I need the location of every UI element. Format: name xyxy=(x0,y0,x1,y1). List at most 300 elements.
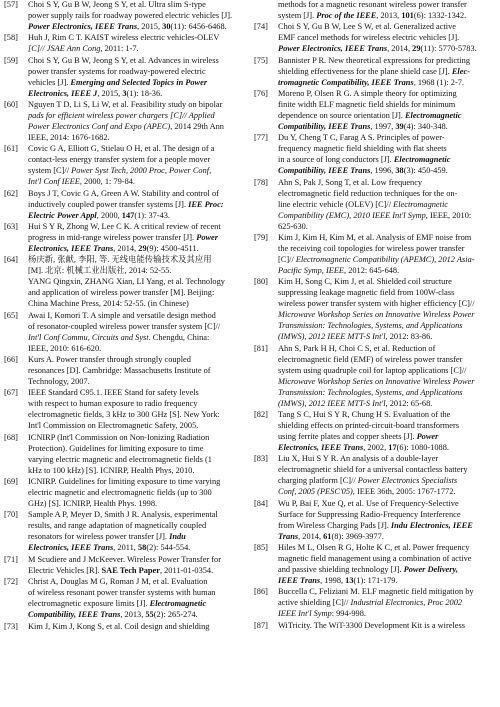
reference-entry xyxy=(254,409,495,453)
reference-segment: , 2014, xyxy=(387,44,413,54)
reference-line xyxy=(278,431,495,442)
reference-segment: Ahn S, Park H H, Choi C S, et al. Reduction of xyxy=(278,343,436,353)
reference-entry xyxy=(254,498,495,542)
reference-emphasis: 147 xyxy=(121,210,135,220)
reference-line xyxy=(278,365,495,376)
reference-line xyxy=(28,66,244,77)
reference-segment: Choi S Y, Gu B W, Lee S W, et al. Generalized active xyxy=(278,22,456,32)
reference-segment: , 2013, xyxy=(120,610,146,620)
reference-segment: system [J]. xyxy=(278,11,317,20)
reference-emphasis: 38 xyxy=(395,166,404,176)
reference-number: [80] xyxy=(254,277,268,287)
reference-line xyxy=(278,77,495,88)
reference-text xyxy=(28,509,244,553)
reference-line xyxy=(28,165,244,176)
reference-segment: magnetic field management using a combination of active xyxy=(278,554,472,564)
reference-line xyxy=(28,509,244,520)
reference-line xyxy=(28,398,244,409)
reference-number: [62] xyxy=(4,188,18,198)
reference-entry xyxy=(4,509,244,553)
reference-line xyxy=(278,232,495,243)
reference-emphasis: Electronics, IEEE J xyxy=(28,88,98,98)
reference-text xyxy=(28,0,244,32)
reference-segment: of resonator-coupled wireless power transfer system [C]// xyxy=(28,321,221,331)
reference-text xyxy=(28,188,244,221)
reference-segment: : 994-998. xyxy=(331,609,366,619)
reference-line xyxy=(278,243,495,254)
reference-number: [65] xyxy=(4,310,18,320)
reference-segment: Choi S Y, Gu B W, Jeong S Y, et al. Ultra slim S-type xyxy=(28,0,206,9)
reference-segment: (1): 171-179. xyxy=(353,576,398,586)
reference-segment: line electric vehicle (OLEV) [C]// xyxy=(278,199,394,209)
reference-entry xyxy=(4,621,244,632)
reference-segment: , 2000, xyxy=(96,210,122,220)
reference-emphasis: Elec- xyxy=(451,66,470,76)
reference-text xyxy=(28,221,244,254)
reference-entry xyxy=(254,620,495,631)
reference-number: [58] xyxy=(4,33,18,43)
reference-line xyxy=(278,376,495,387)
reference-emphasis: Power xyxy=(416,432,439,442)
reference-line xyxy=(278,553,495,564)
reference-line xyxy=(28,10,244,21)
reference-line xyxy=(278,498,495,509)
reference-line xyxy=(278,121,495,132)
reference-segment: M Scudiere and J McKeever. Wireless Power Transfer for xyxy=(28,554,221,564)
reference-text xyxy=(28,354,244,387)
reference-line xyxy=(28,598,244,609)
reference-line xyxy=(28,554,244,565)
reference-emphasis: Microwave Workshop Series on Innovative Wireless Power xyxy=(278,376,475,386)
reference-line xyxy=(278,298,495,309)
reference-entry xyxy=(254,542,495,586)
reference-entry xyxy=(4,387,244,431)
reference-segment: 625-630. xyxy=(278,221,308,231)
reference-number: [72] xyxy=(4,577,18,587)
reference-entry xyxy=(4,221,244,254)
reference-line xyxy=(278,442,495,453)
reference-emphasis: 55 xyxy=(145,610,154,620)
reference-text xyxy=(278,409,495,453)
reference-segment: Christ A, Douglas M G, Roman J M, et al. Evaluation xyxy=(28,577,208,587)
reference-segment: Bannister P R. New theoretical expressions for predicting xyxy=(278,55,471,65)
reference-segment: (11): 5770-5783. xyxy=(420,44,477,54)
reference-emphasis: 13 xyxy=(345,576,354,586)
reference-line xyxy=(28,210,244,221)
reference-line xyxy=(28,310,244,321)
reference-number: [75] xyxy=(254,55,268,65)
reference-emphasis: 58 xyxy=(137,543,147,553)
reference-line xyxy=(278,486,495,497)
reference-segment: Tang S C, Hui S Y R, Chung H S. Evaluation of the xyxy=(278,410,451,420)
reference-line xyxy=(278,343,495,354)
reference-emphasis: Electronics, IEEE Trans xyxy=(28,543,114,553)
reference-text xyxy=(278,88,495,132)
reference-line xyxy=(278,110,495,121)
reference-emphasis: Industrial Electronics, Proc 2002 xyxy=(350,598,463,608)
reference-segment: Kim H, Song C, Kim J, et al. Shielded coil structure xyxy=(278,277,452,287)
reference-emphasis: Electromagnetic xyxy=(404,111,462,121)
reference-segment: , 2013, xyxy=(376,11,402,20)
reference-text xyxy=(278,498,495,542)
reference-emphasis: Int'l Conf Commu, Circuits and Syst xyxy=(28,332,149,342)
reference-segment: IEEE Standard C95.1. IEEE Stand for safety levels xyxy=(28,388,199,398)
reference-line xyxy=(28,298,244,309)
reference-entry xyxy=(254,132,495,176)
reference-number: [59] xyxy=(4,55,18,65)
reference-segment: Hiles M L, Olsen R G, Holte K C, et al. Power frequency xyxy=(278,543,470,553)
reference-line xyxy=(278,177,495,188)
reference-text xyxy=(28,621,244,632)
reference-segment: , 1996, xyxy=(370,166,396,176)
reference-segment: Liu X, Hui S Y R. An analysis of a double-layer xyxy=(278,454,439,464)
reference-emphasis: Pacific Symp, IEEE xyxy=(278,266,345,276)
reference-number: [79] xyxy=(254,233,268,243)
reference-line xyxy=(28,432,244,443)
reference-emphasis: Electromagnetic Compatibility (APEMC), 2012 Asia- xyxy=(295,255,475,265)
reference-line xyxy=(278,188,495,199)
reference-number: [85] xyxy=(254,543,268,553)
reference-line xyxy=(28,265,244,276)
reference-segment: , 2011-01-0354. xyxy=(159,565,214,575)
reference-emphasis: Transmission: Technologies, Systems, and Applications xyxy=(278,321,463,331)
left-reference-column xyxy=(4,0,244,632)
reference-number: [73] xyxy=(4,621,18,631)
reference-segment: ICNIRP. Guidelines for limiting exposure to time varying xyxy=(28,477,221,487)
reference-line xyxy=(278,320,495,331)
reference-line xyxy=(278,398,495,409)
reference-emphasis: Trans xyxy=(278,531,299,541)
reference-emphasis: Power Delivery, xyxy=(403,565,458,575)
reference-line xyxy=(278,542,495,553)
reference-segment: Kurs A. Power transfer through strongly coupled xyxy=(28,355,191,365)
reference-line xyxy=(278,88,495,99)
reference-line xyxy=(28,321,244,332)
reference-segment: , 2015, xyxy=(137,22,163,31)
reference-line xyxy=(278,276,495,287)
reference-emphasis: IEE Proc: xyxy=(188,199,224,209)
reference-segment: progress in mid-range wireless power transfer [J]. xyxy=(28,233,197,243)
reference-line xyxy=(28,409,244,420)
reference-line xyxy=(278,165,495,176)
reference-segment: shielding effects on printed-circuit-board transformers xyxy=(278,421,460,431)
reference-segment: (11): 6456-6468. xyxy=(170,22,227,31)
reference-segment: charging platform [C]// xyxy=(278,476,358,486)
reference-emphasis: 30 xyxy=(162,22,171,31)
reference-entry xyxy=(254,55,495,88)
reference-emphasis: 101 xyxy=(401,11,414,20)
reference-line xyxy=(28,176,244,187)
reference-segment: YANG Qingxin, ZHANG Xian, LI Yang, et al. Technology xyxy=(28,277,225,287)
reference-line xyxy=(278,475,495,486)
reference-number: [69] xyxy=(4,477,18,487)
reference-segment: frequency magnetic field shielding with flat sheets xyxy=(278,144,447,154)
reference-segment: (1): 37-43. xyxy=(134,210,170,220)
reference-segment: and application of wireless power transfer [M]. Beijing: xyxy=(28,288,215,298)
reference-segment: finite width ELF magnetic field shields for minimum xyxy=(278,100,456,110)
reference-segment: Hui S Y R, Zhong W, Lee C K. A critical review of recent xyxy=(28,222,221,232)
reference-text xyxy=(278,542,495,586)
reference-number: [78] xyxy=(254,177,268,187)
reference-text xyxy=(28,310,244,354)
reference-segment: system [C]// xyxy=(28,166,72,176)
reference-segment: , 2014, xyxy=(298,531,324,541)
reference-segment: , IEEE, 2010: xyxy=(425,210,472,220)
reference-emphasis: Conf, 2005 (PESC'05) xyxy=(278,487,353,497)
reference-segment: Kim J, Kim J, Kong S, et al. Coil design and shielding xyxy=(28,621,210,631)
reference-segment: of wireless resonant power transfer systems with human xyxy=(28,588,216,598)
reference-text xyxy=(278,177,495,232)
reference-emphasis: Electromagnetic xyxy=(393,199,448,209)
reference-text xyxy=(28,387,244,431)
reference-segment: , 2014, xyxy=(113,244,139,254)
reference-entry xyxy=(254,88,495,132)
reference-segment: and passive shielding technology [J]. xyxy=(278,565,404,575)
reference-entry xyxy=(4,554,244,576)
reference-segment: wireless power transfer system with higher efficiency [C]// xyxy=(278,299,475,309)
reference-text xyxy=(28,99,244,143)
reference-segment: resonances [D]. Cambridge: Massachusetts Institute of xyxy=(28,366,211,376)
reference-segment: (6): 1332-1342. xyxy=(413,11,467,20)
reference-line xyxy=(28,276,244,287)
reference-emphasis: Power Electronics, IEEE Trans xyxy=(278,44,388,54)
reference-emphasis: 3 xyxy=(122,88,127,98)
reference-number: [77] xyxy=(254,133,268,143)
reference-emphasis: tromagnetic Compatibility, IEEE Trans xyxy=(278,77,414,87)
reference-text xyxy=(28,476,244,509)
reference-entry xyxy=(4,55,244,99)
reference-line xyxy=(278,210,495,221)
reference-entry xyxy=(254,232,495,276)
reference-line xyxy=(278,154,495,165)
reference-number: [86] xyxy=(254,587,268,597)
reference-number: [66] xyxy=(4,355,18,365)
reference-line xyxy=(278,287,495,298)
reference-entry xyxy=(254,453,495,497)
reference-segment: Electric Vehicles [R]. xyxy=(28,565,102,575)
reference-segment: vehicles [J]. xyxy=(28,77,71,87)
reference-line xyxy=(278,331,495,342)
reference-line xyxy=(28,88,244,99)
reference-segment: with respect to human exposure to radio frequency xyxy=(28,399,198,409)
reference-segment: WiTricity. The WiT-3300 Development Kit is a wireless xyxy=(278,620,465,630)
reference-line xyxy=(278,520,495,531)
reference-segment: kHz to 100 kHz) [S]. ICNIRP, Health Phys, 2010. xyxy=(28,465,195,475)
reference-text xyxy=(278,453,495,497)
reference-segment: IEEE, 2010: 616-620. xyxy=(28,343,102,353)
reference-line xyxy=(28,365,244,376)
reference-line xyxy=(28,587,244,598)
reference-line xyxy=(278,143,495,154)
reference-emphasis: IEEE Trans xyxy=(278,576,321,586)
reference-segment: Moreno P, Olsen R G. A simple theory for optimizing xyxy=(278,89,457,99)
reference-text xyxy=(278,21,495,54)
reference-segment: Awai I, Komori T. A simple and versatile design method xyxy=(28,310,216,320)
reference-line xyxy=(278,464,495,475)
reference-line xyxy=(28,476,244,487)
reference-emphasis: Applied xyxy=(188,111,215,121)
reference-emphasis: Emerging and Selected Topics in Power xyxy=(70,77,208,87)
reference-entry xyxy=(4,576,244,620)
reference-segment: , IEEE 36th, 2005: 1767-1772. xyxy=(352,487,456,497)
reference-text xyxy=(278,232,495,276)
reference-segment: electromagnetic shield for a universal contactless battery xyxy=(278,465,468,475)
reference-line xyxy=(278,420,495,431)
reference-line xyxy=(28,498,244,509)
reference-line xyxy=(28,254,244,265)
reference-segment: electric magnetic and electromagnetic fields (up to 300 xyxy=(28,488,212,498)
reference-segment: in a source of long conductors [J]. xyxy=(278,155,394,165)
reference-segment: Boys J T, Covic G A, Green A W. Stability and control of xyxy=(28,188,219,198)
reference-emphasis: Compatibility (EMC), 2010 IEEE Int'l Symp xyxy=(278,210,426,220)
reference-segment: (1): 18-36. xyxy=(126,88,163,98)
reference-segment: (2): 265-274. xyxy=(153,610,198,620)
reference-emphasis: Electronics, IEEE Trans xyxy=(278,443,364,453)
reference-line xyxy=(28,77,244,88)
reference-text xyxy=(278,620,495,631)
reference-line xyxy=(278,43,495,54)
reference-segment: , 2015, xyxy=(97,88,123,98)
reference-segment: EMF cancel methods for wireless electric vehicles [J]. xyxy=(278,33,460,43)
reference-segment: power supply rails for roadway powered electric vehicles [J]. xyxy=(28,11,233,20)
reference-emphasis: Indu xyxy=(169,532,186,542)
reference-segment: Ahn S, Pak J, Song T, et al. Low frequency xyxy=(278,177,423,187)
reference-segment: suppressing leakage magnetic field from 100W-class xyxy=(278,288,455,298)
reference-segment: shielding effectiveness for the plane shield case [J]. xyxy=(278,66,452,76)
reference-segment: , 1998, xyxy=(320,576,346,586)
reference-emphasis: Transmission: Technologies, Systems, and Applications xyxy=(278,387,463,397)
reference-line xyxy=(278,354,495,365)
reference-segment: active shielding [C]// xyxy=(278,598,351,608)
reference-segment: Technology, 2007. xyxy=(28,377,90,387)
reference-segment: system using quadruple coil for laptop applications [C]// xyxy=(278,365,467,375)
reference-line xyxy=(278,453,495,464)
reference-segment: contact-less energy transfer system for a people mover xyxy=(28,155,211,165)
reference-segment: , 2000, 1: 79-84. xyxy=(79,177,136,187)
reference-segment: the receiving coil topologies for wireless power transfer xyxy=(278,244,465,254)
reference-line xyxy=(28,0,244,10)
reference-emphasis: 61 xyxy=(323,531,332,541)
reference-number: [67] xyxy=(4,388,18,398)
reference-number: [74] xyxy=(254,22,268,32)
reference-emphasis: (IMWS), 2012 IEEE MTT-S Int'l xyxy=(278,398,386,408)
reference-line xyxy=(28,531,244,542)
reference-line xyxy=(28,199,244,210)
reference-line xyxy=(278,586,495,597)
reference-text xyxy=(28,576,244,620)
reference-line xyxy=(28,576,244,587)
reference-line xyxy=(28,420,244,431)
reference-line xyxy=(278,221,495,232)
reference-entry xyxy=(4,354,244,387)
reference-emphasis: pads for efficient wireless power chargers [C]// xyxy=(28,111,189,121)
reference-emphasis: Compatibility, IEEE Trans xyxy=(28,610,121,620)
reference-segment: , 2011, xyxy=(113,543,138,553)
reference-segment: results, and range adaptation of magnetically coupled xyxy=(28,521,207,531)
reference-line xyxy=(28,465,244,476)
reference-segment: , 1997, xyxy=(370,122,396,132)
reference-number: [68] xyxy=(4,432,18,442)
reference-text xyxy=(28,254,244,309)
reference-segment: [M]. 北京: 机械工业出版社, 2014: 52-55. xyxy=(28,266,172,276)
reference-line xyxy=(278,597,495,608)
reference-line xyxy=(28,21,244,32)
reference-entry xyxy=(254,276,495,342)
reference-line xyxy=(28,287,244,298)
reference-segment: using ferrite plates and copper sheets [J]. xyxy=(278,432,417,442)
reference-line xyxy=(278,66,495,77)
reference-emphasis: Power Electronics, IEEE Trans xyxy=(28,22,138,31)
reference-line xyxy=(28,32,244,43)
reference-line xyxy=(28,609,244,620)
reference-line xyxy=(28,110,244,121)
reference-line xyxy=(28,565,244,576)
reference-segment: , 2011: 1-7. xyxy=(100,44,139,54)
reference-emphasis: Compatibility, IEEE Trans xyxy=(278,166,371,176)
reference-segment: power transfer systems for roadway-powered electric xyxy=(28,66,206,76)
reference-segment: . Chengdu, China: xyxy=(148,332,210,342)
reference-number: [57] xyxy=(4,0,18,9)
reference-entry xyxy=(4,188,244,221)
reference-emphasis: Int'l Conf IEEE xyxy=(28,177,80,187)
reference-segment: Kim J, Kim H, Kim M, et al. Analysis of EMF noise from xyxy=(278,233,472,243)
reference-line xyxy=(278,21,495,32)
reference-emphasis: Indu Electronics, IEEE xyxy=(390,520,473,530)
reference-line xyxy=(28,487,244,498)
reference-segment: electromagnetic exposure limits [J]. xyxy=(28,599,150,609)
reference-segment: ICNIRP (Int'l Commission on Non-Ionizing Radiation xyxy=(28,432,210,442)
reference-line xyxy=(28,243,244,254)
reference-text xyxy=(278,586,495,619)
reference-segment: (3): 450-459. xyxy=(403,166,448,176)
reference-line xyxy=(278,620,495,631)
reference-segment: , 2014 29th Ann xyxy=(170,122,224,132)
reference-segment: [C]// xyxy=(278,255,296,265)
reference-line xyxy=(28,121,244,132)
reference-segment: Choi S Y, Gu B W, Jeong S Y, et al. Advances in wireless xyxy=(28,55,219,65)
reference-segment: varying electric magnetic and electromagnetic fields (1 xyxy=(28,454,212,464)
reference-line xyxy=(28,221,244,232)
reference-line xyxy=(28,43,244,54)
reference-entry xyxy=(254,586,495,619)
reference-entry xyxy=(254,343,495,409)
reference-segment: Wu P, Bai F, Xue Q, et al. Use of Frequency-Selective xyxy=(278,498,459,508)
reference-segment: resonators for wireless power transfer [J]. xyxy=(28,532,170,542)
reference-emphasis: 29 xyxy=(412,44,421,54)
reference-entry xyxy=(4,0,244,32)
reference-emphasis: Microwave Workshop Series on Innovative Wireless Power xyxy=(278,310,475,320)
reference-segment: , 2012: 83-86. xyxy=(385,332,433,342)
reference-emphasis: IEEE Int'l Symp xyxy=(278,609,332,619)
reference-text xyxy=(278,55,495,88)
reference-text xyxy=(278,0,495,21)
reference-emphasis: Electric Power Appl xyxy=(28,210,97,220)
reference-segment: China Machine Press, 2014: 52-55. (in Chinese) xyxy=(28,299,189,309)
reference-emphasis: Power Syst Tech, 2000 Proc, Power Conf, xyxy=(71,166,212,176)
reference-line xyxy=(28,520,244,531)
reference-text xyxy=(28,143,244,187)
reference-line xyxy=(278,309,495,320)
reference-segment: Huh J, Rim C T. KAIST wireless electric vehicles-OLEV xyxy=(28,33,220,43)
reference-segment: , 2002, xyxy=(363,443,389,453)
reference-number xyxy=(254,0,278,21)
reference-segment: 杨庆新, 张献, 李阳, 等. 无线电能传输技术及其应用 xyxy=(28,255,212,265)
reference-entry xyxy=(254,0,495,21)
reference-line xyxy=(28,354,244,365)
reference-entry xyxy=(4,254,244,309)
reference-line xyxy=(28,55,244,66)
reference-line xyxy=(28,387,244,398)
